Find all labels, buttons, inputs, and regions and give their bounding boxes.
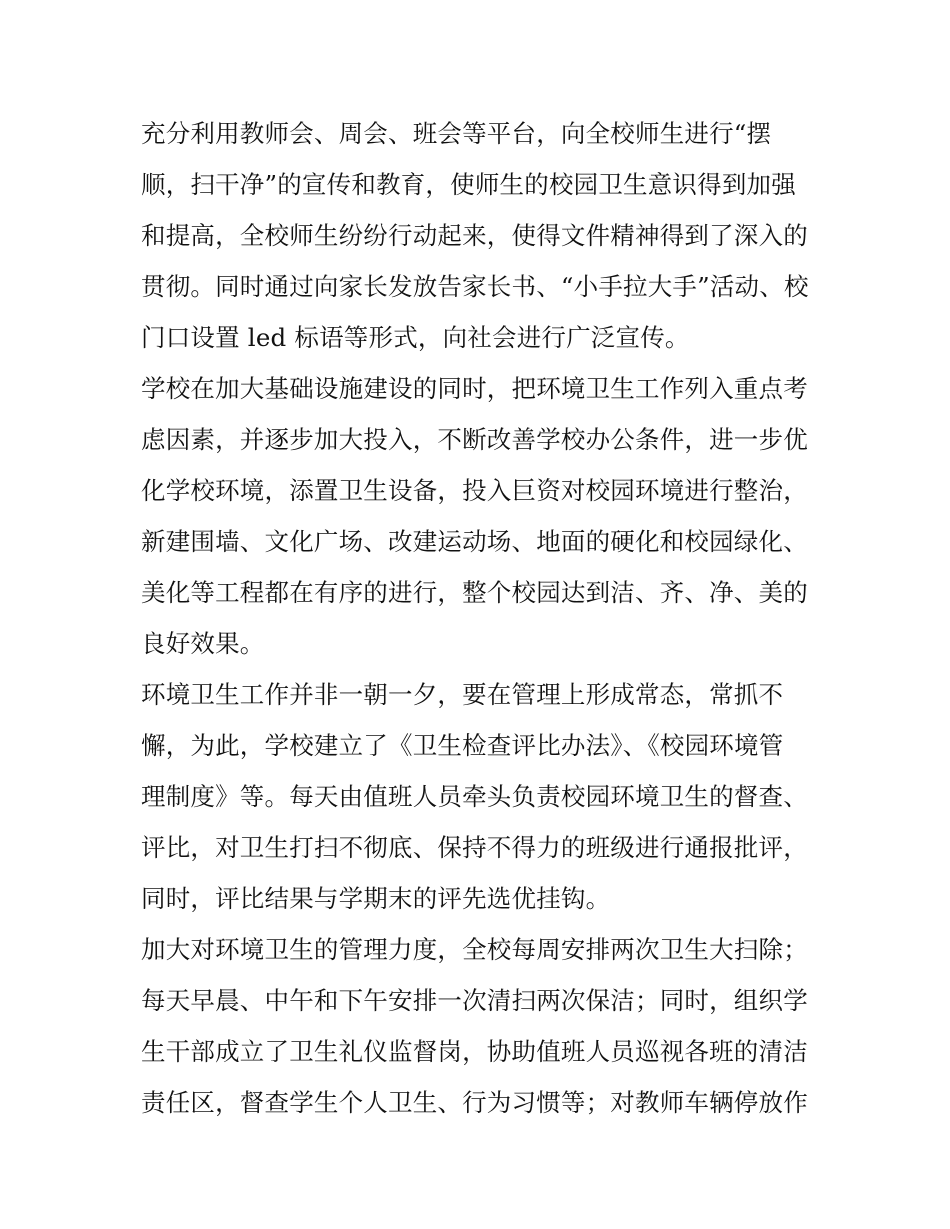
- text-line: 化学校环境，添置卫生设备，投入巨资对校园环境进行整治，: [141, 476, 808, 505]
- text-line: 美化等工程都在有序的进行，整个校园达到洁、齐、净、美的: [141, 578, 808, 607]
- text-line: 生干部成立了卫生礼仪监督岗，协助值班人员巡视各班的清洁: [141, 1037, 808, 1066]
- text-line: 顺，扫干净”的宣传和教育，使师生的校园卫生意识得到加强: [141, 170, 796, 199]
- paragraph-publicity: [141, 108, 813, 363]
- text-line: 理制度》等。每天由值班人员牵头负责校园环境卫生的督查、: [141, 782, 808, 811]
- paragraph-infrastructure: [141, 363, 813, 669]
- text-line: 环境卫生工作并非一朝一夕，要在管理上形成常态，常抓不: [141, 680, 784, 709]
- text-line: 加大对环境卫生的管理力度，全校每周安排两次卫生大扫除；: [141, 935, 808, 964]
- text-line: 充分利用教师会、周会、班会等平台，向全校师生进行“摆: [141, 119, 772, 148]
- text-line: 懈，为此，学校建立了《卫生检查评比办法》、《校园环境管: [141, 731, 784, 760]
- text-line: 学校在加大基础设施建设的同时，把环境卫生工作列入重点考: [141, 374, 808, 403]
- text-line: 良好效果。: [141, 629, 265, 658]
- text-line: 和提高，全校师生纷纷行动起来，使得文件精神得到了深入的: [141, 221, 808, 250]
- document-body: [141, 108, 813, 1128]
- text-line: 虑因素，并逐步加大投入，不断改善学校办公条件，进一步优: [141, 425, 808, 454]
- paragraph-management-rules: [141, 669, 813, 924]
- paragraph-cleaning-schedule: [141, 924, 813, 1128]
- text-line: 贯彻。同时通过向家长发放告家长书、“小手拉大手”活动、校: [141, 272, 809, 301]
- text-line: 同时，评比结果与学期末的评先选优挂钩。: [141, 884, 611, 913]
- text-line: 责任区，督查学生个人卫生、行为习惯等；对教师车辆停放作: [141, 1088, 808, 1117]
- text-line: 每天早晨、中午和下午安排一次清扫两次保洁；同时，组织学: [141, 986, 808, 1015]
- text-line: 评比，对卫生打扫不彻底、保持不得力的班级进行通报批评，: [141, 833, 808, 862]
- text-line: 新建围墙、文化广场、改建运动场、地面的硬化和校园绿化、: [141, 527, 808, 556]
- text-line: 门口设置 led 标语等形式，向社会进行广泛宣传。: [141, 323, 690, 352]
